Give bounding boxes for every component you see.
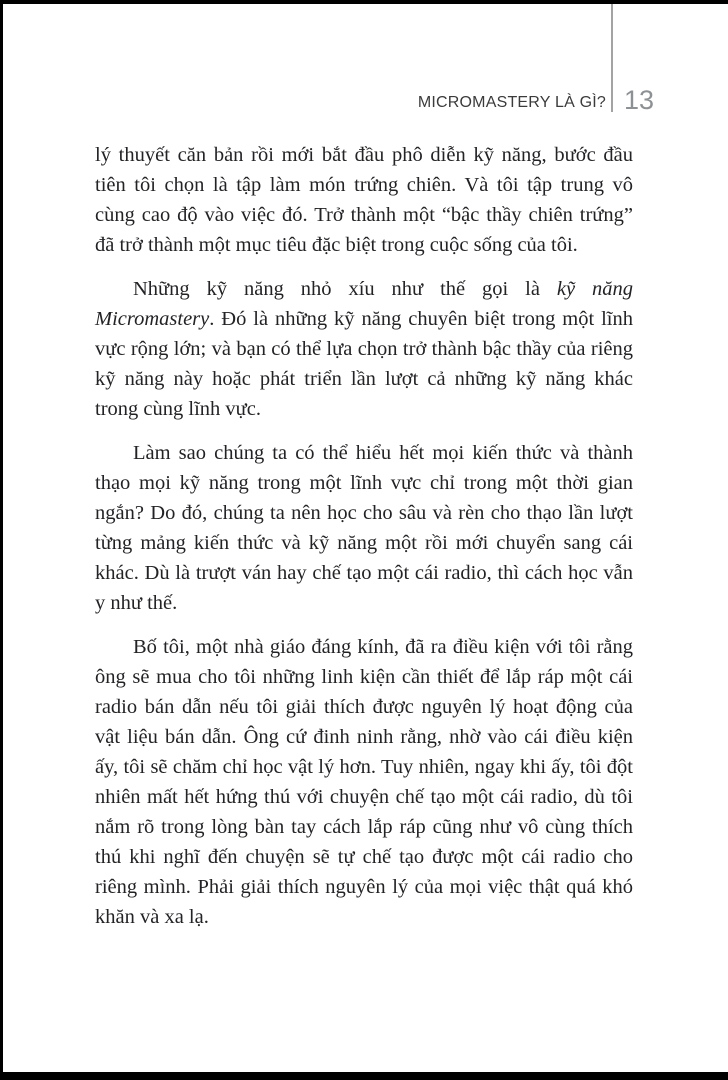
text-run: Bố tôi, một nhà giáo đáng kính, đã ra điều kiện với tôi rằng ông sẽ mua cho tôi những linh kiện cần thiết để lắp ráp một cái radio bán dẫn nếu tôi giải thích được nguyên lý hoạt động của vật liệu bán dẫn. Ông cứ đinh ninh rằng, nhờ vào cái điều kiện ấy, tôi sẽ chăm chỉ học vật lý hơn. Tuy nhiên, ngay khi ấy, tôi đột nhiên mất hết hứng thú với chuyện chế tạo một cái radio, dù tôi nắm rõ trong lòng bàn tay cách lắp ráp cũng như vô cùng thích thú khi nghĩ đến chuyện sẽ tự chế tạo được một cái radio cho riêng mình. Phải giải thích nguyên lý của mọi việc thật quá khó khăn và xa lạ. — [95, 636, 633, 928]
page-edge-bottom-bar — [0, 1072, 728, 1080]
paragraph — [95, 632, 633, 932]
text-run: lý thuyết căn bản rồi mới bắt đầu phô diễn kỹ năng, bước đầu tiên tôi chọn là tập làm món trứng chiên. Và tôi tập trung vô cùng cao độ vào việc đó. Trở thành một “bậc thầy chiên trứng” đã trở thành một mục tiêu đặc biệt trong cuộc sống của tôi. — [95, 144, 633, 256]
page-edge-top-bar — [0, 0, 728, 4]
header-divider-rule — [611, 4, 613, 112]
text-run: . Đó là những kỹ năng chuyên biệt trong một lĩnh vực rộng lớn; và bạn có thể lựa chọn trở thành bậc thầy của riêng kỹ năng này hoặc phát triển lần lượt cả những kỹ năng khác trong cùng lĩnh vực. — [95, 308, 633, 420]
running-head-title: MICROMASTERY LÀ GÌ? — [417, 94, 606, 111]
text-run: Làm sao chúng ta có thể hiểu hết mọi kiến thức và thành thạo mọi kỹ năng trong một lĩnh vực chỉ trong một thời gian ngắn? Do đó, chúng ta nên học cho sâu và rèn cho thạo lần lượt từng mảng kiến thức và kỹ năng một rồi mới chuyển sang cái khác. Dù là trượt ván hay chế tạo một cái radio, thì cách học vẫn y như thế. — [95, 442, 633, 614]
text-run: Những kỹ năng nhỏ xíu như thế gọi là — [133, 278, 557, 300]
page-edge-left-bar — [0, 0, 3, 1080]
page-number: 13 — [624, 85, 655, 115]
paragraph — [95, 438, 633, 618]
paragraph — [95, 274, 633, 424]
paragraph — [95, 140, 633, 260]
body-text — [95, 140, 633, 946]
italic-text-run: kỹ năng Micromastery — [95, 278, 633, 330]
